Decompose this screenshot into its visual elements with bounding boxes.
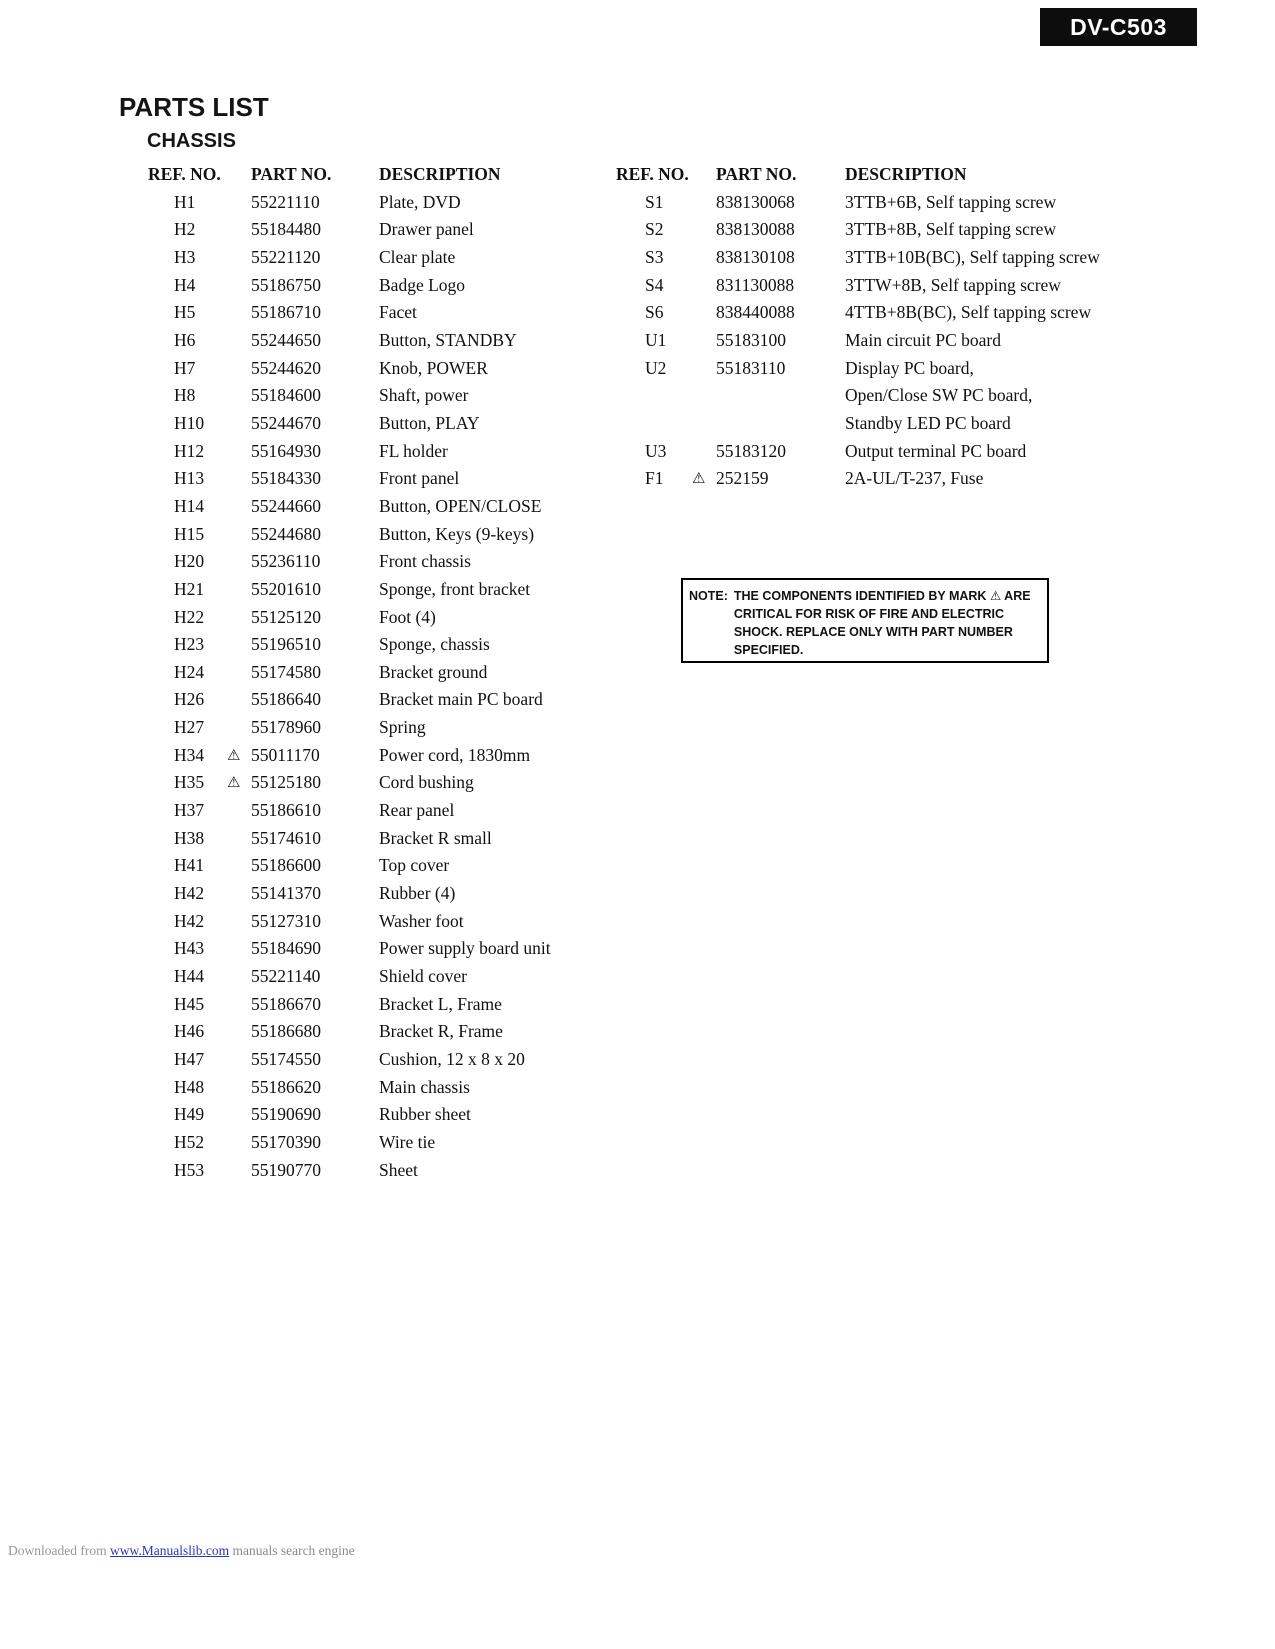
ref-no: U3 — [645, 440, 667, 461]
ref-no: H4 — [174, 274, 196, 295]
part-description: Sponge, chassis — [379, 634, 490, 655]
ref-no: S3 — [645, 246, 664, 267]
ref-no: F1 — [645, 468, 664, 489]
table-row — [616, 216, 1216, 244]
ref-no: H3 — [174, 246, 196, 267]
col-header-part: PART NO. — [251, 164, 332, 184]
ref-no: U1 — [645, 329, 667, 350]
ref-no: H49 — [174, 1104, 205, 1125]
part-no: 838130088 — [716, 219, 795, 240]
page-title: PARTS LIST — [119, 92, 269, 122]
ref-no: H13 — [174, 468, 205, 489]
part-description: Spring — [379, 717, 426, 738]
part-description: Plate, DVD — [379, 191, 461, 212]
part-no: 55190770 — [251, 1159, 321, 1180]
table-row — [148, 935, 618, 963]
ref-no: H45 — [174, 993, 205, 1014]
model-badge-label: DV-C503 — [1070, 13, 1167, 40]
part-no: 55186680 — [251, 1021, 321, 1042]
part-no: 55186670 — [251, 993, 321, 1014]
col-header-desc: DESCRIPTION — [379, 164, 501, 184]
table-row — [148, 189, 618, 217]
ref-no: H42 — [174, 910, 205, 931]
part-no: 55125120 — [251, 606, 321, 627]
ref-no: H44 — [174, 966, 205, 987]
table-row — [148, 576, 618, 604]
ref-no: U2 — [645, 357, 667, 378]
col-header-desc: DESCRIPTION — [845, 164, 967, 184]
ref-no: H21 — [174, 578, 205, 599]
part-description: Cord bushing — [379, 772, 474, 793]
ref-no: H5 — [174, 302, 196, 323]
part-no: 838130108 — [716, 246, 795, 267]
ref-no: H52 — [174, 1131, 205, 1152]
part-description: Rear panel — [379, 800, 455, 821]
part-no: 55196510 — [251, 634, 321, 655]
part-no: 55178960 — [251, 717, 321, 738]
part-no: 55244620 — [251, 357, 321, 378]
ref-no: S1 — [645, 191, 664, 212]
part-no: ⚠ 55125180 — [251, 769, 379, 797]
warning-icon: ⚠ — [227, 773, 241, 792]
part-no: 55244670 — [251, 412, 321, 433]
table-row — [148, 604, 618, 632]
part-no: 55164930 — [251, 440, 321, 461]
part-description: 4TTB+8B(BC), Self tapping screw — [845, 302, 1092, 323]
footer — [8, 1543, 355, 1559]
table-row — [148, 216, 618, 244]
warning-icon: ⚠ — [989, 588, 1002, 603]
ref-no: H6 — [174, 329, 196, 350]
parts-table-right — [616, 161, 1216, 493]
part-description: Front panel — [379, 468, 460, 489]
part-no: 55184480 — [251, 219, 321, 240]
ref-no: S2 — [645, 219, 664, 240]
col-header-ref: REF. NO. — [148, 164, 221, 184]
part-no: 55174550 — [251, 1049, 321, 1069]
table-row — [148, 382, 618, 410]
table-row — [148, 880, 618, 908]
table-row — [616, 410, 1216, 438]
table-row — [148, 1046, 618, 1074]
ref-no: H42 — [174, 883, 205, 904]
ref-no: H41 — [174, 855, 205, 876]
part-description: Output terminal PC board — [845, 440, 1027, 461]
table-body-right — [616, 189, 1216, 493]
part-description: Bracket main PC board — [379, 689, 543, 710]
part-no: 55244660 — [251, 495, 321, 516]
part-description: Main circuit PC board — [845, 329, 1002, 350]
table-row — [148, 521, 618, 549]
footer-prefix: Downloaded from — [8, 1543, 110, 1558]
part-description: Top cover — [379, 855, 450, 876]
table-row — [148, 659, 618, 687]
table-header-row — [148, 161, 618, 189]
part-no: 55174580 — [251, 661, 321, 682]
part-description: Button, OPEN/CLOSE — [379, 495, 542, 516]
part-no: 55184690 — [251, 938, 321, 959]
table-row — [616, 438, 1216, 466]
part-no: 55186750 — [251, 274, 321, 295]
ref-no: H15 — [174, 523, 205, 544]
table-row — [148, 769, 618, 797]
part-description: Facet — [379, 302, 417, 323]
part-description: Button, PLAY — [379, 412, 480, 433]
part-description: Drawer panel — [379, 219, 474, 240]
part-description: Power supply board unit — [379, 938, 551, 959]
table-row — [148, 327, 618, 355]
part-no: 55221120 — [251, 246, 321, 267]
ref-no: H22 — [174, 606, 205, 627]
part-no: 55221140 — [251, 966, 321, 987]
part-description: Open/Close SW PC board, — [845, 385, 1033, 406]
part-no: 55186620 — [251, 1076, 321, 1097]
part-description: Main chassis — [379, 1076, 470, 1097]
part-description: Wire tie — [379, 1131, 436, 1152]
table-row — [148, 963, 618, 991]
part-no: 55221110 — [251, 191, 320, 212]
part-no: 55186710 — [251, 302, 321, 323]
part-no: 55127310 — [251, 910, 321, 931]
table-row — [148, 1101, 618, 1129]
part-no: ⚠ 252159 — [716, 465, 845, 493]
part-no: 55183100 — [716, 329, 786, 350]
table-row — [148, 1129, 618, 1157]
warning-icon: ⚠ — [227, 745, 241, 764]
table-row — [616, 465, 1216, 493]
note-text-before: THE COMPONENTS IDENTIFIED BY MARK — [733, 589, 987, 603]
table-row — [148, 299, 618, 327]
ref-no: H1 — [174, 191, 196, 212]
ref-no: H27 — [174, 717, 205, 738]
col-header-ref: REF. NO. — [616, 164, 689, 184]
part-description: 2A-UL/T-237, Fuse — [845, 468, 984, 489]
ref-no: H47 — [174, 1049, 205, 1069]
part-description: Bracket R small — [379, 827, 492, 848]
ref-no: S6 — [645, 302, 664, 323]
ref-no: H12 — [174, 440, 205, 461]
part-description: 3TTB+6B, Self tapping screw — [845, 191, 1057, 212]
part-description: Display PC board, — [845, 357, 974, 378]
ref-no: H2 — [174, 219, 196, 240]
ref-no: H8 — [174, 385, 196, 406]
note-text-after: ARE CRITICAL FOR RISK OF FIRE AND ELECTRIC SHOCK. REPLACE ONLY WITH PART NUMBER SPECIFIED. — [733, 589, 1031, 657]
part-no: 55186610 — [251, 800, 321, 821]
part-description: 3TTW+8B, Self tapping screw — [845, 274, 1061, 295]
part-no: 55190690 — [251, 1104, 321, 1125]
part-description: Cushion, 12 x 8 x 20 — [379, 1049, 525, 1069]
table-row — [616, 189, 1216, 217]
section-title: CHASSIS — [147, 130, 236, 152]
part-no: 55236110 — [251, 551, 321, 572]
ref-no: H14 — [174, 495, 205, 516]
table-row — [148, 631, 618, 659]
part-description: Badge Logo — [379, 274, 466, 295]
table-row — [616, 327, 1216, 355]
part-no: 55186600 — [251, 855, 321, 876]
part-description: Foot (4) — [379, 606, 436, 627]
manualslib-link[interactable]: www.Manualslib.com — [109, 1543, 230, 1558]
ref-no: H23 — [174, 634, 205, 655]
table-row — [148, 548, 618, 576]
table-row — [148, 355, 618, 383]
table-row — [616, 244, 1216, 272]
table-row — [148, 908, 618, 936]
part-no: ⚠ 55011170 — [251, 742, 379, 770]
ref-no: H46 — [174, 1021, 205, 1042]
part-description: Washer foot — [379, 910, 464, 931]
ref-no: H24 — [174, 661, 205, 682]
part-description: Bracket ground — [379, 661, 488, 682]
part-description: Rubber sheet — [379, 1104, 471, 1125]
table-header-row — [616, 161, 1216, 189]
part-no: 55141370 — [251, 883, 321, 904]
part-description: Shield cover — [379, 966, 467, 987]
table-row — [148, 797, 618, 825]
part-description: 3TTB+8B, Self tapping screw — [845, 219, 1057, 240]
ref-no: H48 — [174, 1076, 205, 1097]
part-description: Button, Keys (9-keys) — [379, 523, 535, 544]
ref-no: H10 — [174, 412, 205, 433]
ref-no: H26 — [174, 689, 205, 710]
part-no: 55184330 — [251, 468, 321, 489]
part-description: Bracket R, Frame — [379, 1021, 503, 1042]
part-no: 831130088 — [716, 274, 795, 295]
part-description: Rubber (4) — [379, 883, 456, 904]
note-text — [734, 587, 1036, 659]
table-row — [148, 1018, 618, 1046]
table-row — [148, 852, 618, 880]
part-description: 3TTB+10B(BC), Self tapping screw — [845, 246, 1100, 267]
table-row — [148, 493, 618, 521]
table-row — [148, 272, 618, 300]
note-box — [681, 578, 1049, 663]
table-row — [148, 714, 618, 742]
table-row — [148, 686, 618, 714]
part-no: 55201610 — [251, 578, 321, 599]
table-row — [148, 1157, 618, 1185]
table-row — [148, 742, 618, 770]
parts-table-left — [148, 161, 618, 1184]
part-description: Sheet — [379, 1159, 418, 1180]
part-no: 55184600 — [251, 385, 321, 406]
table-row — [616, 299, 1216, 327]
ref-no: H38 — [174, 827, 205, 848]
part-description: Sponge, front bracket — [379, 578, 531, 599]
part-description: Front chassis — [379, 551, 471, 572]
warning-icon: ⚠ — [692, 469, 706, 488]
col-header-part: PART NO. — [716, 164, 797, 184]
part-description: Knob, POWER — [379, 357, 488, 378]
part-description: Button, STANDBY — [379, 329, 517, 350]
part-no: 55186640 — [251, 689, 321, 710]
part-no: 55244650 — [251, 329, 321, 350]
table-row — [148, 465, 618, 493]
ref-no: H43 — [174, 938, 205, 959]
part-description: Bracket L, Frame — [379, 993, 502, 1014]
ref-no: H34 — [174, 744, 205, 765]
table-row — [616, 382, 1216, 410]
ref-no: H35 — [174, 772, 205, 793]
part-no: 55183120 — [716, 440, 786, 461]
ref-no: S4 — [645, 274, 664, 295]
ref-no: H20 — [174, 551, 205, 572]
part-description: Standby LED PC board — [845, 412, 1011, 433]
note-label: NOTE: — [689, 589, 728, 603]
table-row — [616, 272, 1216, 300]
table-row — [148, 438, 618, 466]
model-badge — [1040, 8, 1197, 46]
part-no: 55174610 — [251, 827, 321, 848]
part-no: 838440088 — [716, 302, 795, 323]
table-row — [148, 244, 618, 272]
part-description: FL holder — [379, 440, 448, 461]
part-no: 55170390 — [251, 1131, 321, 1152]
table-row — [616, 355, 1216, 383]
ref-no: H7 — [174, 357, 196, 378]
table-row — [148, 1074, 618, 1102]
table-row — [148, 410, 618, 438]
part-no: 55244680 — [251, 523, 321, 544]
part-description: Clear plate — [379, 246, 456, 267]
part-no: 55183110 — [716, 357, 786, 378]
part-description: Power cord, 1830mm — [379, 744, 531, 765]
table-row — [148, 991, 618, 1019]
ref-no: H53 — [174, 1159, 205, 1180]
part-description: Shaft, power — [379, 385, 469, 406]
ref-no: H37 — [174, 800, 205, 821]
footer-suffix: manuals search engine — [229, 1543, 355, 1558]
part-no: 838130068 — [716, 191, 795, 212]
table-row — [148, 825, 618, 853]
table-body-left — [148, 189, 618, 1185]
